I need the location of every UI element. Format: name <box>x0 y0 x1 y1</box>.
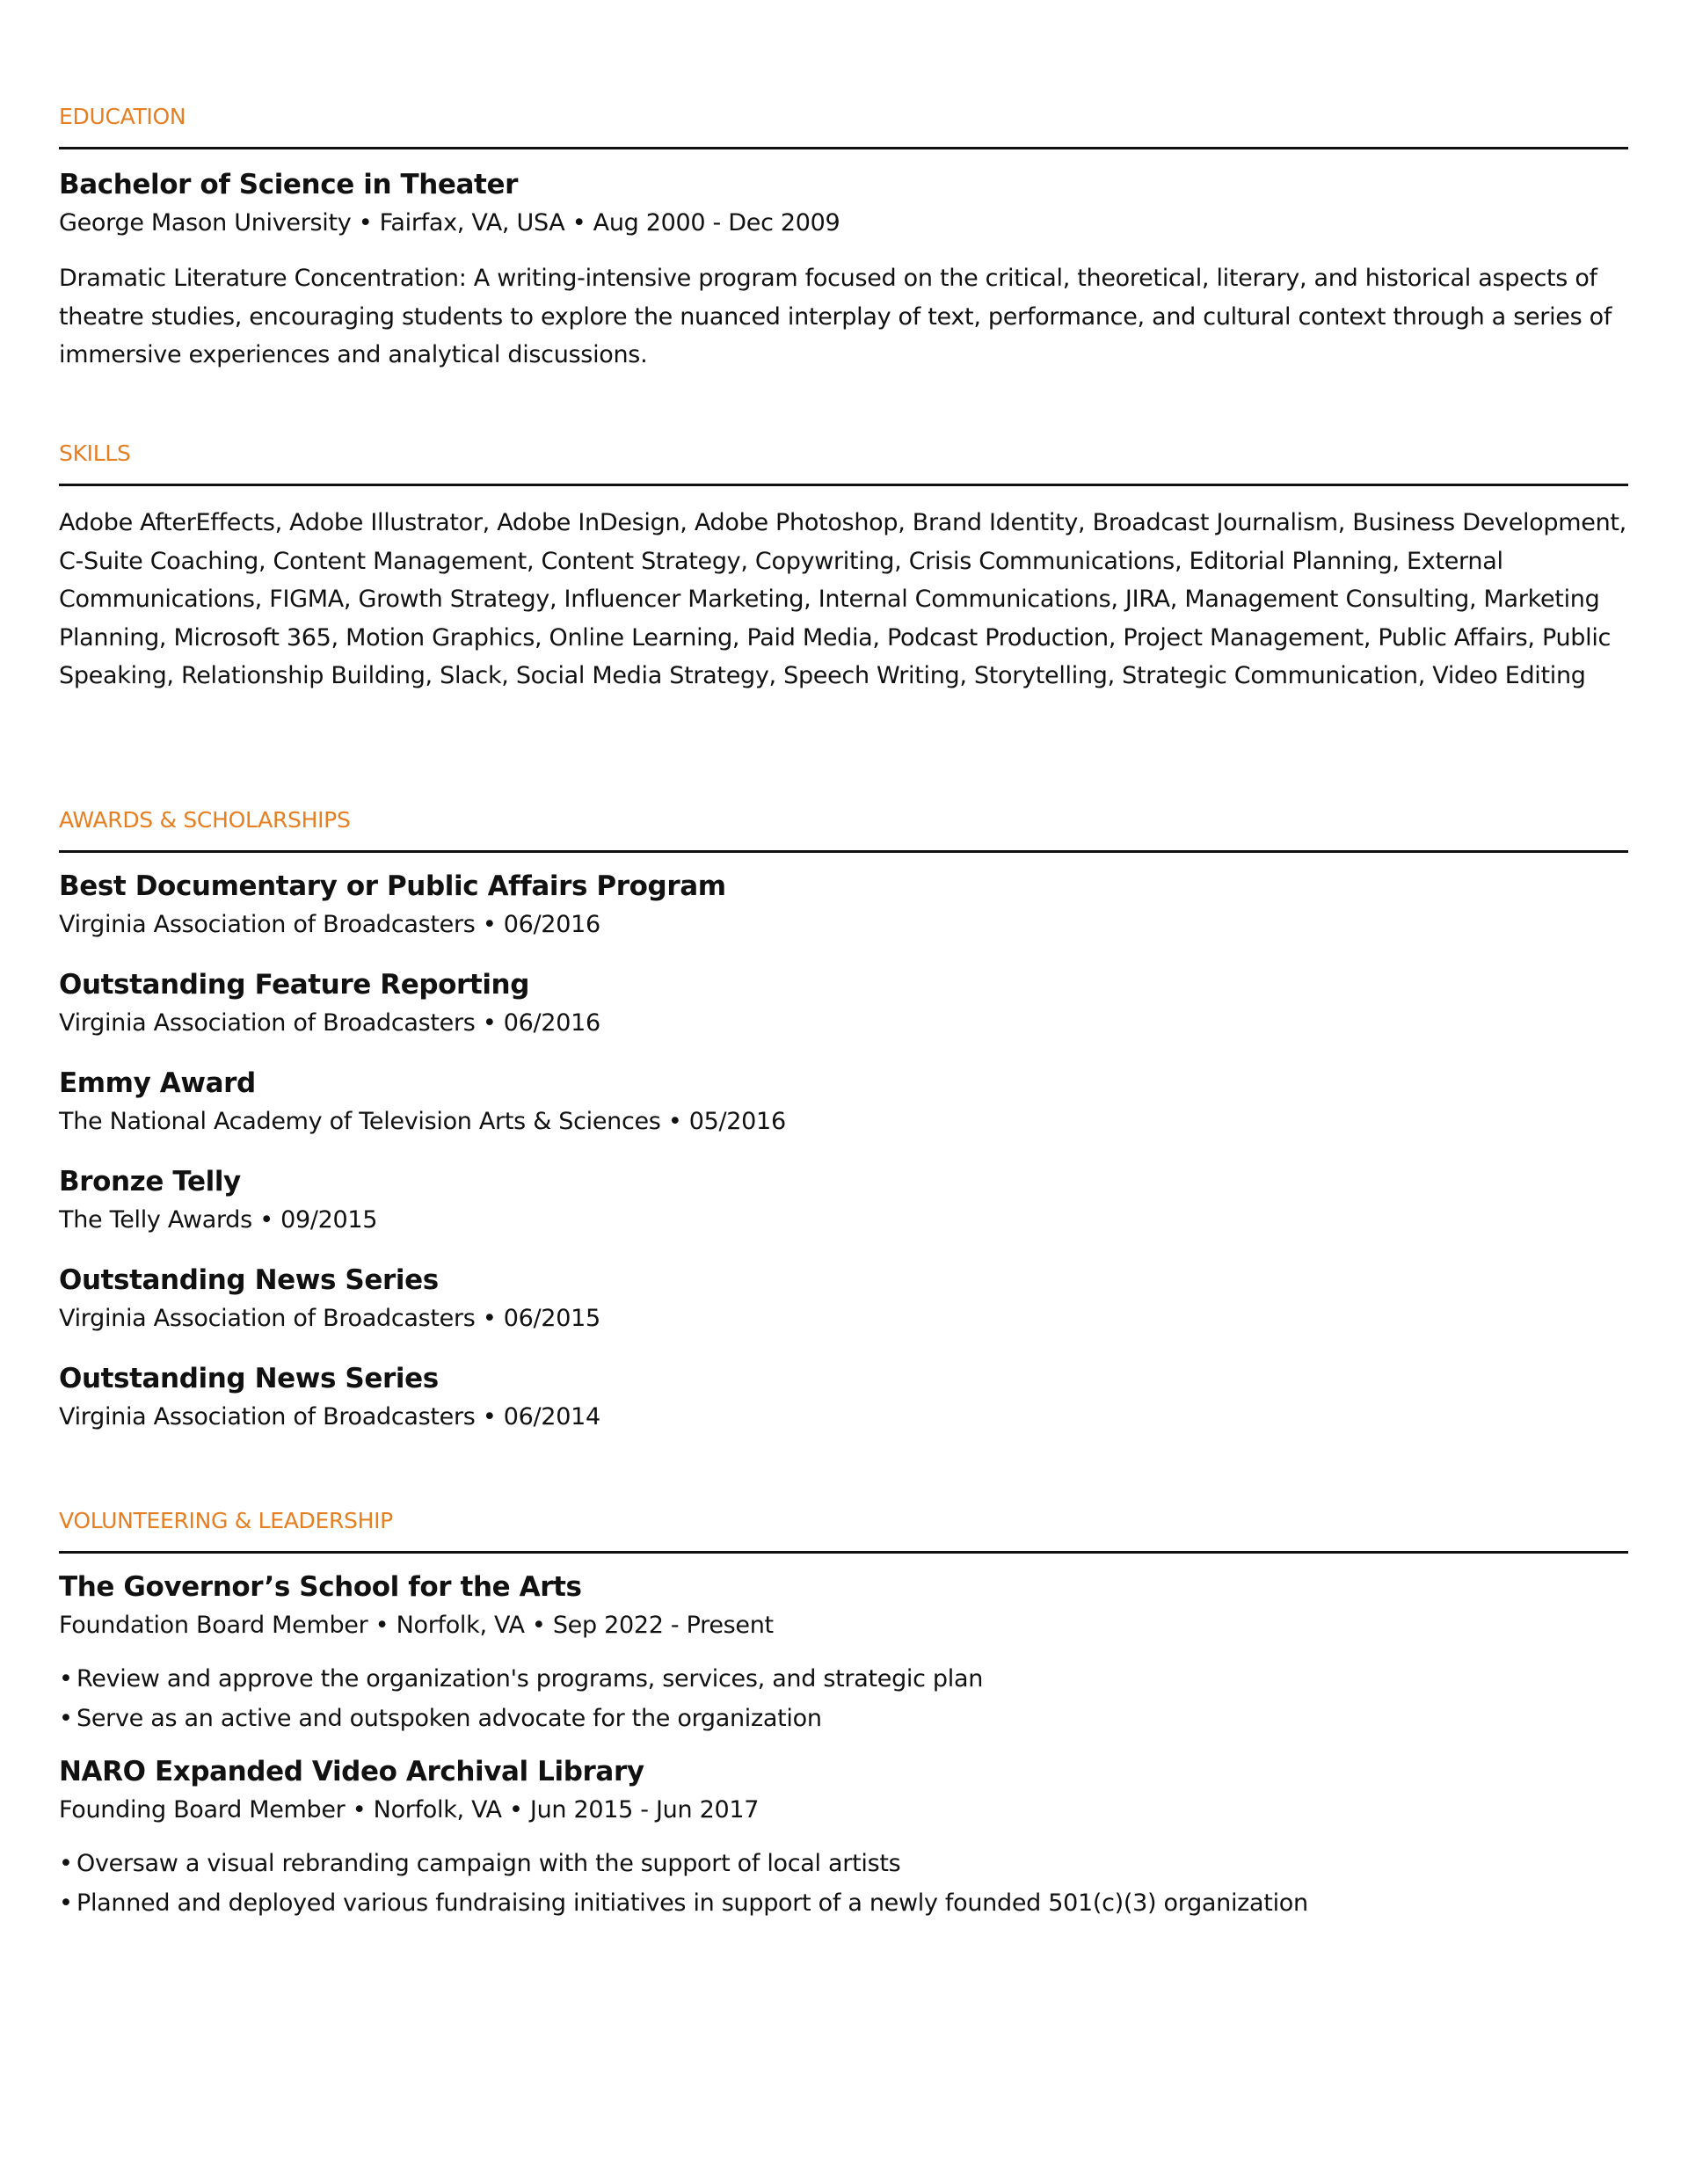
awards-list <box>59 867 1628 1437</box>
section-divider <box>59 147 1628 149</box>
volunteering-section <box>59 1507 1628 1923</box>
award-title: Outstanding News Series <box>59 1363 439 1394</box>
award-title: Outstanding News Series <box>59 1264 439 1296</box>
bullet-icon: • <box>59 1850 73 1877</box>
responsibility-item <box>59 1699 1628 1738</box>
responsibility-list <box>59 1659 1628 1738</box>
award-details: Virginia Association of Broadcasters • 06/2016 <box>59 1009 600 1037</box>
education-section <box>59 103 1628 375</box>
award-item <box>59 965 1628 1043</box>
section-heading-skills: SKILLS <box>59 440 131 466</box>
volunteer-entry <box>59 1568 1628 1738</box>
role-details: Founding Board Member • Norfolk, VA • Jun 2015 - Jun 2017 <box>59 1796 760 1824</box>
award-title: Outstanding Feature Reporting <box>59 969 530 1001</box>
award-title: Best Documentary or Public Affairs Program <box>59 870 726 902</box>
skills-section <box>59 440 1628 695</box>
section-heading-education: EDUCATION <box>59 104 186 129</box>
award-item <box>59 1359 1628 1437</box>
skills-list: Adobe AfterEffects, Adobe Illustrator, Adobe InDesign, Adobe Photoshop, Brand Identity, Broadcast Journalism, Business Development, C-Suite Coaching, Content Management, Content Strategy, Copywriting, Crisis Communications, Editorial Planning, External Communications, FIGMA, Growth Strategy, Influencer Marketing, Internal Communications, JIRA, Management Consulting, Marketing Planning, Microsoft 365, Motion Graphics, Online Learning, Paid Media, Podcast Production, Project Management, Public Affairs, Public Speaking, Relationship Building, Slack, Social Media Strategy, Speech Writing, Storytelling, Strategic Communication, Video Editing <box>59 509 1626 689</box>
role-details: Foundation Board Member • Norfolk, VA • Sep 2022 - Present <box>59 1612 774 1639</box>
award-item <box>59 1162 1628 1240</box>
responsibility-text: Oversaw a visual rebranding campaign with the support of local artists <box>76 1850 901 1877</box>
award-item <box>59 867 1628 944</box>
awards-section <box>59 806 1628 1437</box>
degree-title: Bachelor of Science in Theater <box>59 169 518 200</box>
section-heading-volunteering: VOLUNTEERING & LEADERSHIP <box>59 1508 393 1533</box>
organization-name: NARO Expanded Video Archival Library <box>59 1756 644 1787</box>
bullet-icon: • <box>59 1705 73 1732</box>
section-divider <box>59 484 1628 486</box>
award-details: Virginia Association of Broadcasters • 06/2016 <box>59 911 600 938</box>
award-details: The Telly Awards • 09/2015 <box>59 1206 378 1234</box>
responsibility-item <box>59 1844 1628 1883</box>
education-description: Dramatic Literature Concentration: A writing-intensive program focused on the critical, theoretical, literary, and historical aspects of theatre studies, encouraging students to explore the nuanced interplay of text, performance, and cultural context through a series of immersive experiences and analytical discussions. <box>59 265 1612 368</box>
bullet-icon: • <box>59 1889 73 1917</box>
education-entry <box>59 165 1628 375</box>
section-divider <box>59 850 1628 853</box>
award-item <box>59 1261 1628 1338</box>
award-title: Emmy Award <box>59 1067 256 1099</box>
responsibility-list <box>59 1844 1628 1923</box>
responsibility-item <box>59 1883 1628 1923</box>
responsibility-text: Planned and deployed various fundraising initiatives in support of a newly founded 501(c)(3) organization <box>76 1889 1308 1917</box>
award-details: Virginia Association of Broadcasters • 06/2015 <box>59 1305 600 1332</box>
award-title: Bronze Telly <box>59 1166 241 1198</box>
section-heading-awards: AWARDS & SCHOLARSHIPS <box>59 807 351 833</box>
education-details: George Mason University • Fairfax, VA, USA • Aug 2000 - Dec 2009 <box>59 209 840 237</box>
section-divider <box>59 1551 1628 1554</box>
responsibility-text: Serve as an active and outspoken advocate for the organization <box>76 1705 822 1732</box>
organization-name: The Governor’s School for the Arts <box>59 1571 582 1603</box>
award-details: Virginia Association of Broadcasters • 06/2014 <box>59 1403 600 1431</box>
responsibility-item <box>59 1659 1628 1699</box>
bullet-icon: • <box>59 1665 73 1693</box>
award-details: The National Academy of Television Arts & Sciences • 05/2016 <box>59 1108 786 1135</box>
award-item <box>59 1064 1628 1141</box>
volunteer-entry <box>59 1752 1628 1923</box>
responsibility-text: Review and approve the organization's programs, services, and strategic plan <box>76 1665 984 1693</box>
